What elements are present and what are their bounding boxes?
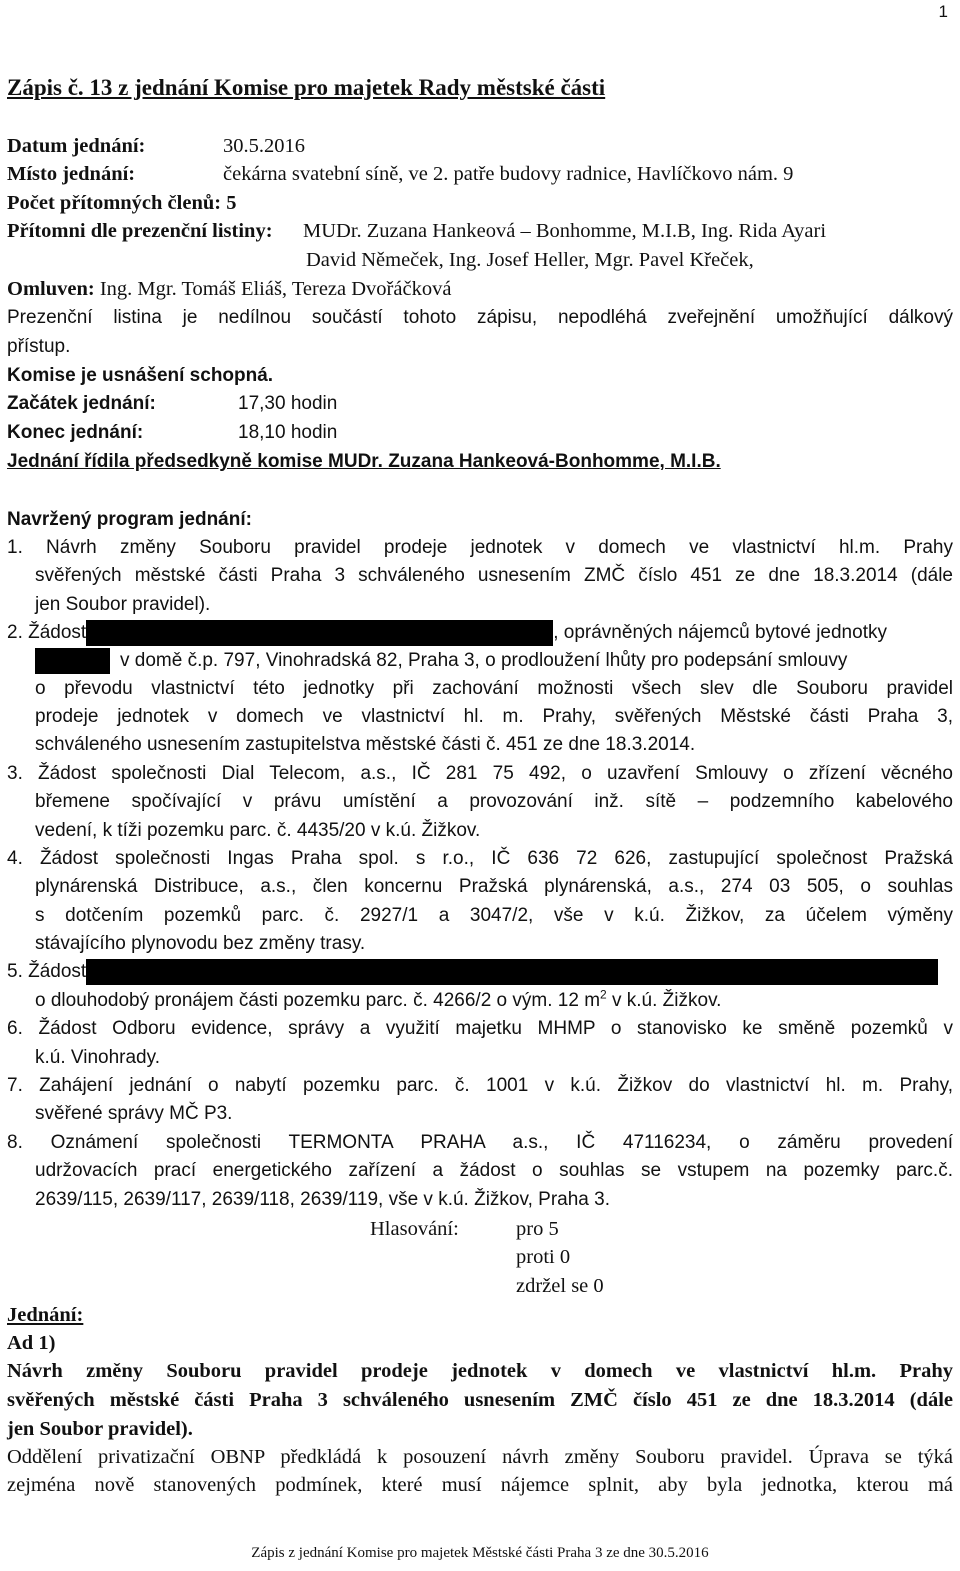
agenda-item-7-line2: svěřené správy MČ P3. — [35, 1103, 233, 1124]
present-label: Přítomni dle prezenční listiny: — [7, 220, 273, 242]
agenda-item-2-line4: prodeje jednotek v domech ve vlastnictví hl. m. Prahy, svěřených Městské části Praha 3, — [35, 706, 953, 727]
vote-for: pro 5 — [516, 1218, 559, 1240]
agenda-heading: Navržený program jednání: — [7, 509, 252, 530]
proceedings-heading: Jednání: — [7, 1304, 84, 1326]
vote-against: proti 0 — [516, 1246, 571, 1268]
excused-label: Omluven: — [7, 278, 95, 300]
agenda-item-2-line1-text: , oprávněných nájemců bytové jednotky — [553, 622, 887, 643]
agenda-item-3-line3: vedení, k tíži pozemku parc. č. 4435/20 v k.ú. Žižkov. — [35, 820, 481, 841]
agenda-item-2-line2-text: v domě č.p. 797, Vinohradská 82, Praha 3, o prodloužení lhůty pro podepsání smlouvy — [120, 650, 848, 671]
ad1-title-line1: Návrh změny Souboru pravidel prodeje jednotek v domech ve vlastnictví hl.m. Prahy — [7, 1360, 953, 1382]
agenda-item-2-prefix: 2. Žádost — [7, 622, 87, 643]
start-time-row — [7, 391, 338, 417]
excused-members: Ing. Mgr. Tomáš Eliáš, Tereza Dvořáčková — [99, 278, 452, 300]
agenda-item-1-line1: 1. Návrh změny Souboru pravidel prodeje jednotek v domech ve vlastnictví hl.m. Prahy — [7, 537, 953, 558]
end-time-value: 18,10 hodin — [238, 422, 338, 443]
attendance-note-line1: Prezenční listina je nedílnou součástí tohoto zápisu, nepodléhá zveřejnění umožňující dálkový — [7, 307, 953, 328]
meeting-place-row — [7, 161, 794, 187]
start-time-value: 17,30 hodin — [238, 393, 338, 414]
member-count-label: Počet přítomných členů: — [7, 192, 222, 214]
quorum-statement: Komise je usnášení schopná. — [7, 365, 274, 386]
vote-label: Hlasování: — [370, 1218, 459, 1240]
agenda-item-5-line1 — [7, 959, 938, 985]
member-count-value: 5 — [226, 192, 237, 214]
redaction-block — [86, 620, 553, 646]
agenda-item-4-line1: 4. Žádost společnosti Ingas Praha spol. s r.o., IČ 636 72 626, zastupující společnost Pražská — [7, 848, 953, 869]
agenda-item-8-line2: udržovacích prací energetického zařízení a žádost o souhlas se vstupem na pozemky parc.č. — [35, 1160, 953, 1181]
ad1-body-line2: zejména nově stanovených podmínek, které musí nájemce splnit, aby byla jednotka, kterou má — [7, 1474, 953, 1496]
start-time-label: Začátek jednání: — [7, 393, 156, 414]
redaction-block — [86, 959, 938, 985]
agenda-item-3-line1: 3. Žádost společnosti Dial Telecom, a.s., IČ 281 75 492, o uzavření Smlouvy o zřízení věcného — [7, 763, 953, 784]
agenda-item-8-line3: 2639/115, 2639/117, 2639/118, 2639/119, vše v k.ú. Žižkov, Praha 3. — [35, 1189, 610, 1210]
present-members-line2: David Němeček, Ing. Josef Heller, Mgr. Pavel Křeček, — [306, 249, 754, 271]
agenda-item-5-text-end: v k.ú. Žižkov. — [606, 990, 722, 1011]
ad1-title-line3: jen Soubor pravidel). — [7, 1418, 193, 1440]
agenda-item-2-line1 — [7, 620, 887, 646]
member-count-row — [7, 190, 236, 216]
agenda-item-5-prefix: 5. Žádost — [7, 961, 87, 982]
agenda-item-7-line1: 7. Zahájení jednání o nabytí pozemku parc. č. 1001 v k.ú. Žižkov do vlastnictví hl. m. Prahy, — [7, 1075, 953, 1096]
meeting-date-label: Datum jednání: — [7, 135, 146, 157]
agenda-item-8-line1: 8. Oznámení společnosti TERMONTA PRAHA a.s., IČ 47116234, o záměru provedení — [7, 1132, 953, 1153]
end-time-label: Konec jednání: — [7, 422, 144, 443]
agenda-item-4-line3: s dotčením pozemků parc. č. 2927/1 a 3047/2, vše v k.ú. Žižkov, za účelem výměny — [35, 905, 953, 926]
agenda-item-5-line2 — [35, 988, 721, 1014]
attendance-note-line2: přístup. — [7, 336, 71, 357]
redaction-block — [35, 648, 110, 674]
agenda-item-5-text: o dlouhodobý pronájem části pozemku parc. č. 4266/2 o vým. 12 m — [35, 990, 601, 1011]
agenda-item-4-line4: stávajícího plynovodu bez změny trasy. — [35, 933, 366, 954]
agenda-item-6-line2: k.ú. Vinohrady. — [35, 1047, 160, 1068]
agenda-item-1-line2: svěřených městské části Praha 3 schváleného usnesením ZMČ číslo 451 ze dne 18.3.2014 (dále — [35, 565, 953, 586]
document-title: Zápis č. 13 z jednání Komise pro majetek Rady městské části — [7, 75, 606, 100]
page-number: 1 — [938, 2, 948, 21]
meeting-date-value: 30.5.2016 — [223, 135, 305, 157]
superscript: 2 — [600, 987, 607, 1002]
present-members-line1: MUDr. Zuzana Hankeová – Bonhomme, M.I.B, Ing. Rida Ayari — [303, 220, 827, 242]
agenda-item-4-line2: plynárenská Distribuce, a.s., člen koncernu Pražská plynárenská, a.s., 274 03 505, o souhlas — [35, 876, 953, 897]
end-time-row — [7, 420, 338, 446]
agenda-item-1-line3: jen Soubor pravidel). — [35, 594, 211, 615]
present-row — [7, 218, 827, 244]
ad1-title-line2: svěřených městské části Praha 3 schváleného usnesením ZMČ číslo 451 ze dne 18.3.2014 (dále — [7, 1389, 953, 1411]
meeting-place-value: čekárna svatební síně, ve 2. patře budovy radnice, Havlíčkovo nám. 9 — [223, 163, 794, 185]
page-footer: Zápis z jednání Komise pro majetek Městské části Praha 3 ze dne 30.5.2016 — [251, 1545, 709, 1561]
meeting-date-row — [7, 133, 305, 159]
agenda-item-2-line3: o převodu vlastnictví této jednotky při zachování možnosti všech slev dle Souboru pravidel — [35, 678, 953, 699]
agenda-item-2-line2 — [35, 648, 847, 674]
meeting-place-label: Místo jednání: — [7, 163, 136, 185]
vote-abstain: zdržel se 0 — [516, 1275, 604, 1297]
excused-row — [7, 276, 451, 302]
chairperson-line: Jednání řídila předsedkyně komise MUDr. Zuzana Hankeová-Bonhomme, M.I.B. — [7, 451, 721, 472]
agenda-item-2-line5: schváleného usnesením zastupitelstva městské části č. 451 ze dne 18.3.2014. — [35, 734, 696, 755]
ad1-body-line1: Oddělení privatizační OBNP předkládá k posouzení návrh změny Souboru pravidel. Úprava se týká — [7, 1446, 953, 1468]
agenda-item-3-line2: břemene spočívající v právu umístění a provozování inž. sítě – podzemního kabelového — [35, 791, 953, 812]
agenda-item-6-line1: 6. Žádost Odboru evidence, správy a využití majetku MHMP o stanovisko ke směně pozemků v — [7, 1018, 953, 1039]
ad1-heading: Ad 1) — [7, 1332, 56, 1354]
